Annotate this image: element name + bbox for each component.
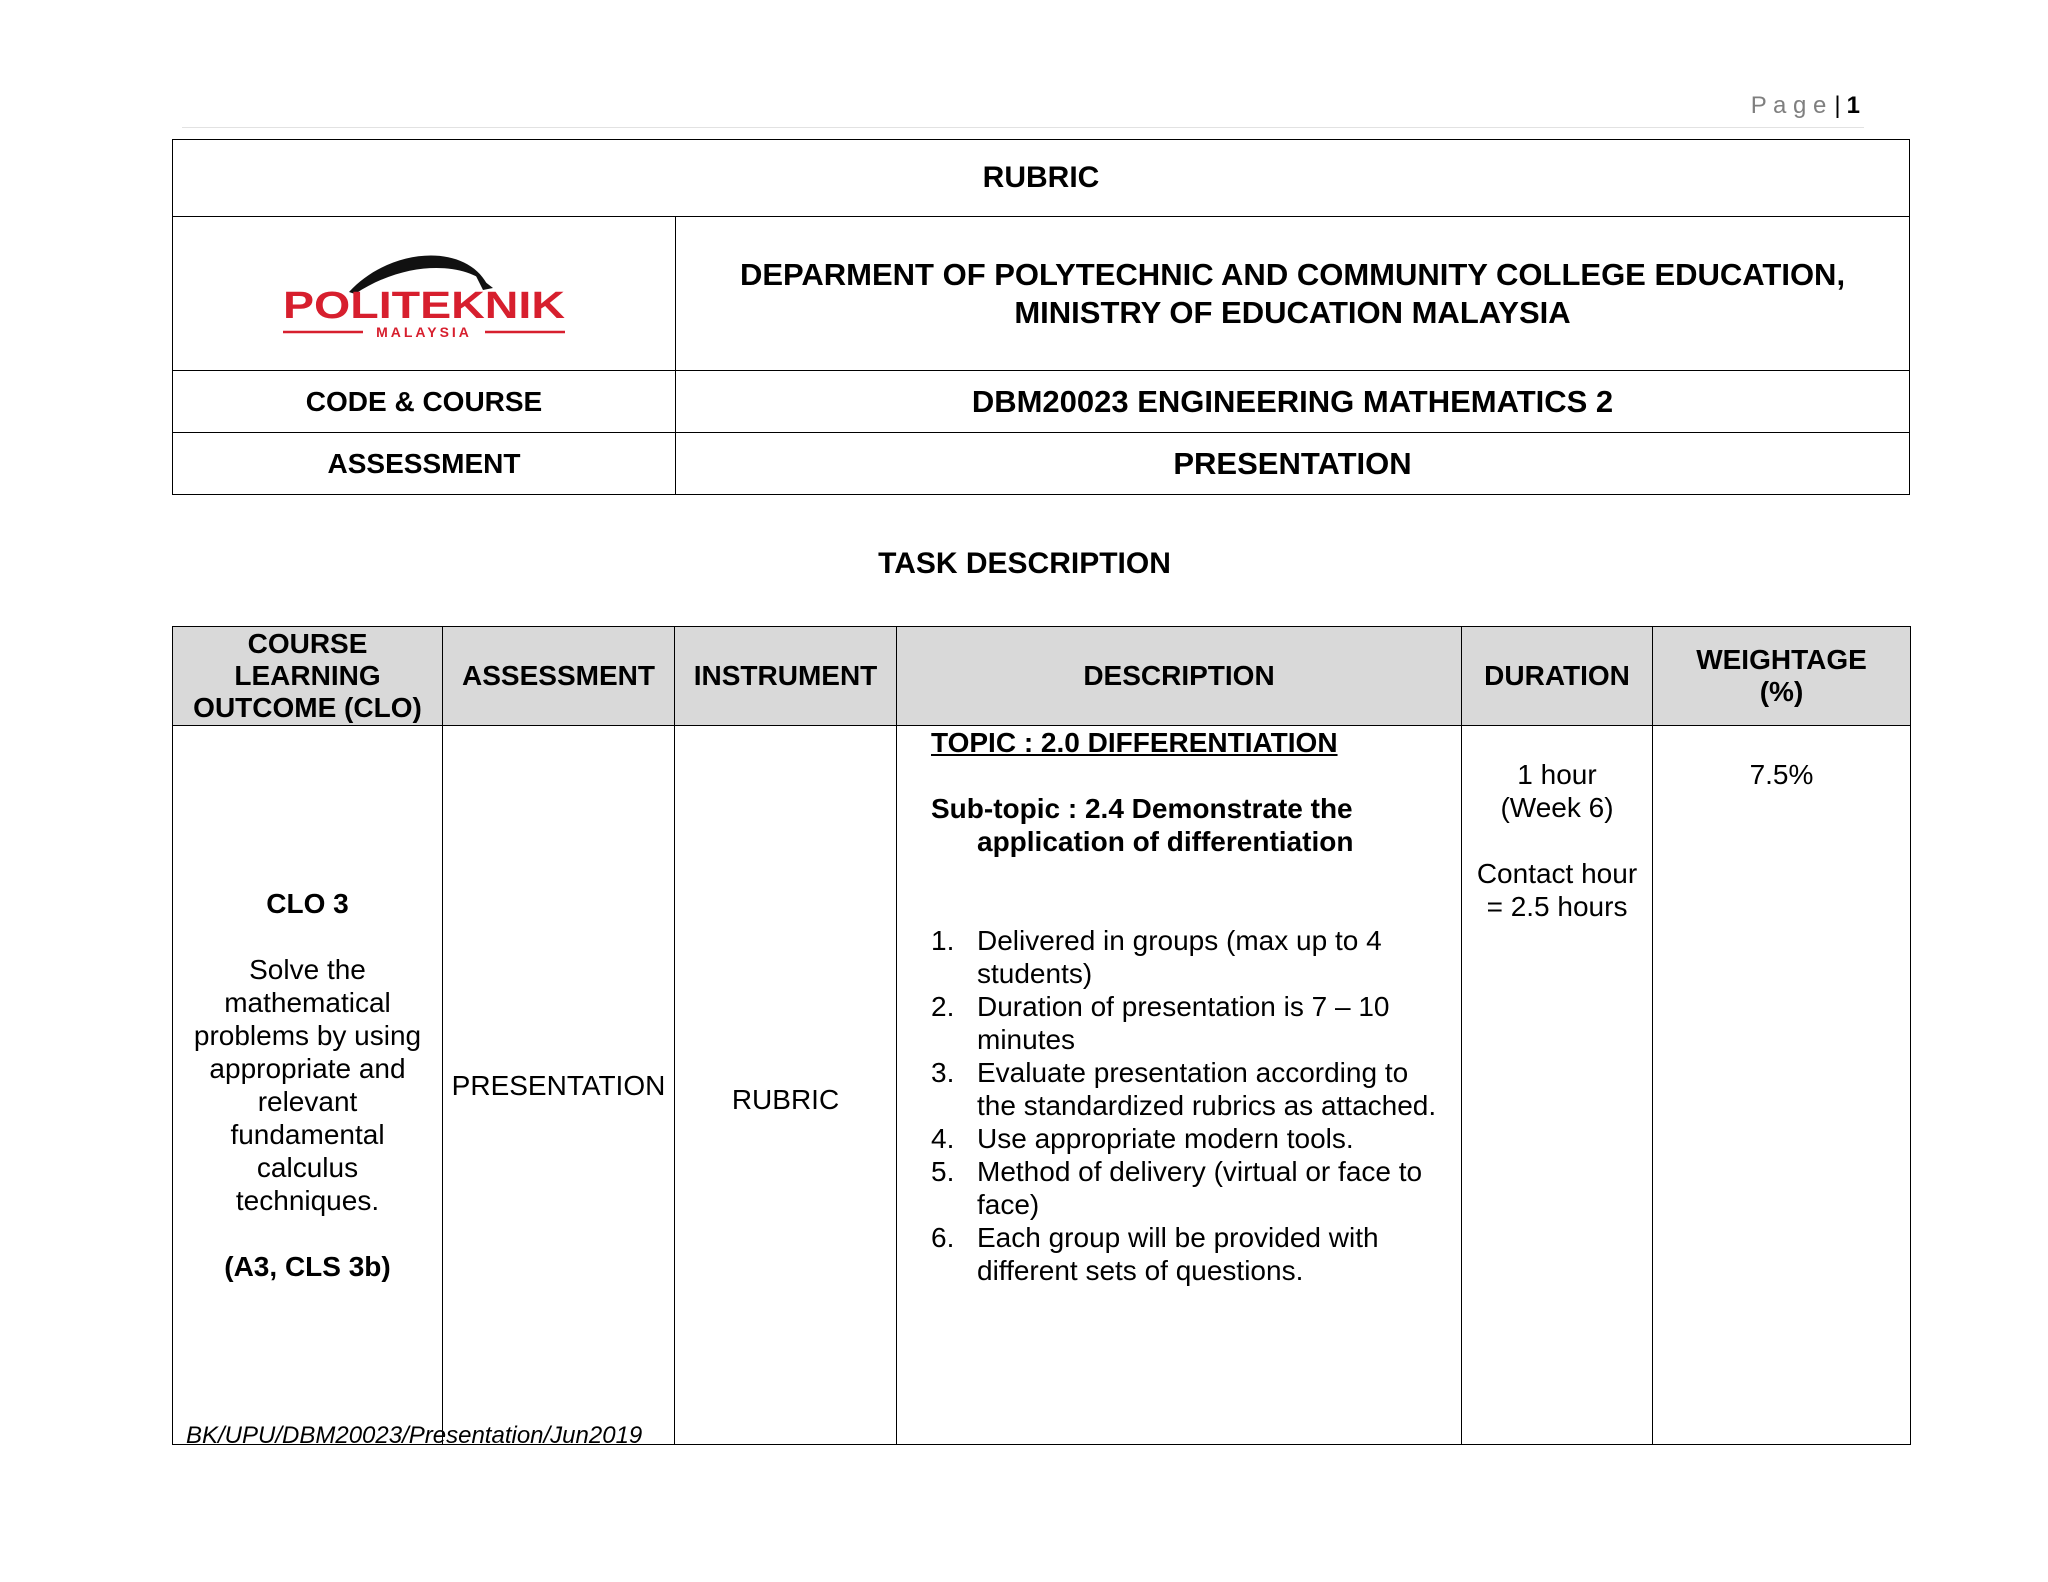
page-label: P a g e — [1750, 92, 1827, 119]
code-course-value: DBM20023 ENGINEERING MATHEMATICS 2 — [676, 371, 1910, 433]
clo-text-line: relevant — [257, 1086, 358, 1117]
list-item: 2. Duration of presentation is 7 – 10 minutes — [931, 991, 1390, 1055]
page-number: 1 — [1846, 92, 1860, 119]
description-list — [931, 924, 1449, 1287]
department-cell — [676, 217, 1910, 371]
task-description-title: TASK DESCRIPTION — [878, 547, 1171, 580]
list-item: 3. Evaluate presentation according to the standardized rubrics as attached. — [931, 1057, 1437, 1121]
clo-text-line: techniques. — [235, 1185, 380, 1216]
list-item: 6. Each group will be provided with different sets of questions. — [931, 1222, 1379, 1286]
header-assessment: ASSESSMENT — [443, 627, 675, 726]
assessment-value: PRESENTATION — [676, 433, 1910, 495]
task-table-header-row — [173, 627, 1911, 726]
header-duration: DURATION — [1462, 627, 1653, 726]
department-line-1: DEPARMENT OF POLYTECHNIC AND COMMUNITY COLLEGE EDUCATION, — [739, 256, 1846, 292]
subtopic-heading: Sub-topic : 2.4 Demonstrate the application of differentiation — [931, 793, 1354, 857]
page-separator: | — [1834, 92, 1841, 119]
document-footer: BK/UPU/DBM20023/Presentation/Jun2019 — [186, 1422, 643, 1449]
clo-text-line: problems by using — [193, 1020, 422, 1051]
clo-text-line: mathematical — [224, 987, 391, 1018]
rubric-title: RUBRIC — [173, 140, 1910, 217]
instrument-cell: RUBRIC — [675, 726, 897, 1445]
clo-cell — [173, 726, 443, 1445]
header-instrument: INSTRUMENT — [675, 627, 897, 726]
logo-wordmark: POLITEKNIK — [283, 284, 566, 327]
logo-cell — [173, 217, 676, 371]
list-item: 1. Delivered in groups (max up to 4 students) — [931, 925, 1382, 989]
header-weightage: WEIGHTAGE (%) — [1653, 627, 1911, 726]
duration-cell: 1 hour (Week 6) Contact hour = 2.5 hours — [1462, 726, 1653, 1445]
clo-text-line: appropriate and — [209, 1053, 406, 1084]
logo-subtext: MALAYSIA — [376, 323, 472, 340]
department-line-2: MINISTRY OF EDUCATION MALAYSIA — [1014, 294, 1571, 330]
code-course-label: CODE & COURSE — [173, 371, 676, 433]
rubric-header-table — [172, 139, 1910, 495]
assessment-cell: PRESENTATION — [443, 726, 675, 1445]
header-clo: COURSE LEARNING OUTCOME (CLO) — [173, 627, 443, 726]
page-header — [182, 92, 1864, 128]
header-description: DESCRIPTION — [897, 627, 1462, 726]
description-cell — [897, 726, 1462, 1445]
clo-title: CLO 3 — [266, 888, 349, 919]
list-item: 4. Use appropriate modern tools. — [931, 1123, 1354, 1154]
weightage-cell: 7.5% — [1653, 726, 1911, 1445]
clo-tag: (A3, CLS 3b) — [224, 1251, 391, 1282]
task-description-table — [172, 626, 1911, 1445]
clo-text-line: fundamental — [230, 1119, 385, 1150]
topic-heading: TOPIC : 2.0 DIFFERENTIATION — [931, 727, 1338, 758]
clo-text-line: Solve the — [249, 954, 366, 985]
list-item: 5. Method of delivery (virtual or face to face) — [931, 1156, 1423, 1220]
politeknik-malaysia-logo-icon — [279, 244, 569, 344]
clo-text-line: calculus — [256, 1152, 359, 1183]
assessment-label: ASSESSMENT — [173, 433, 676, 495]
task-table-row — [173, 726, 1911, 1445]
